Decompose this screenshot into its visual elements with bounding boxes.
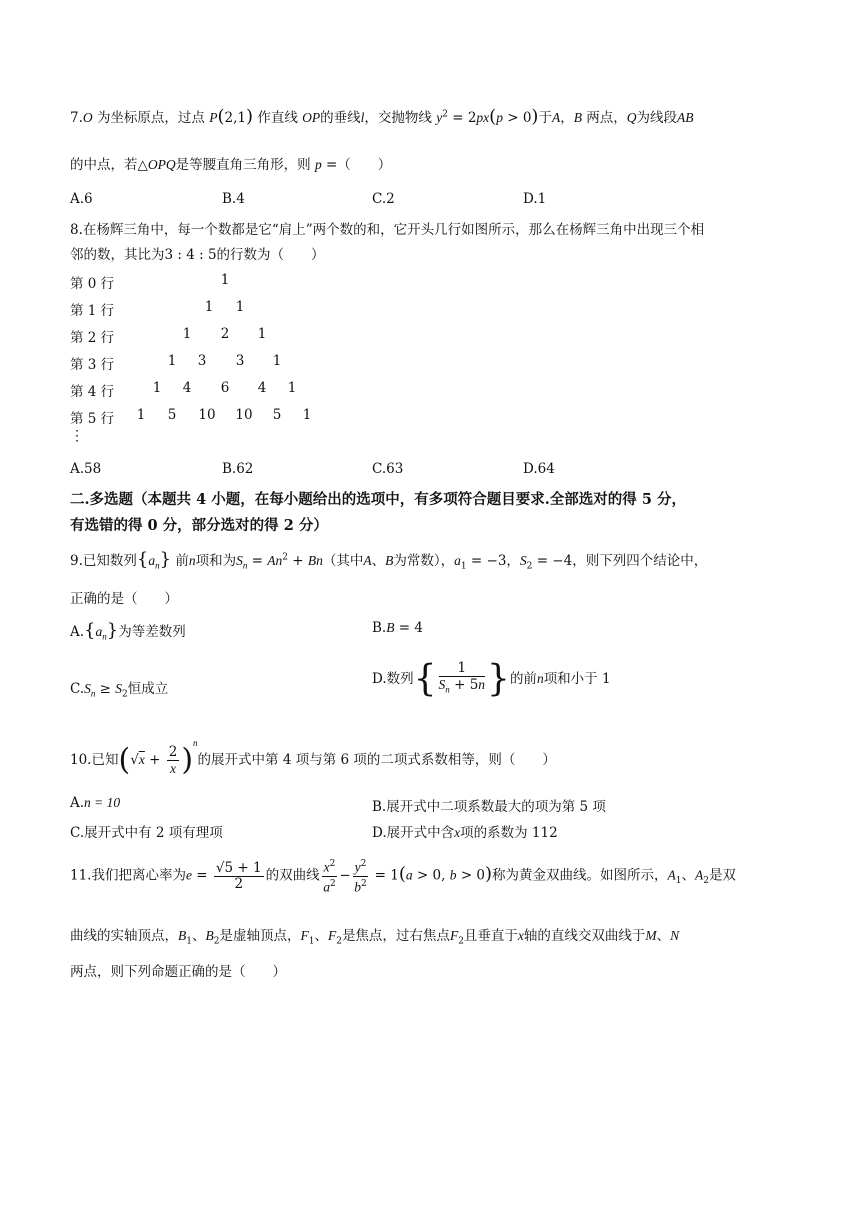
triangle-number: 1	[220, 272, 230, 288]
q9-option-a[interactable]: $A.\{a_n\}$为等差数列	[70, 620, 186, 642]
q8-line2: 邻的数，其比为3 : 4 : 5的行数为（ ）	[70, 247, 325, 263]
section-heading-cont: 有选错的得 0 分，部分选对的得 2 分）	[70, 517, 328, 534]
q8-option-b[interactable]: B.62	[222, 461, 254, 477]
q11-line3: 两点，则下列命题正确的是（ ）	[70, 964, 286, 980]
triangle-number: 10	[235, 407, 253, 423]
triangle-number: 3	[235, 353, 245, 369]
triangle-number: 1	[182, 326, 192, 342]
triangle-number: 1	[302, 407, 312, 423]
triangle-number: 1	[272, 353, 282, 369]
row-label: 第 5 行	[70, 411, 115, 427]
q7-option-c[interactable]: C.2	[372, 191, 395, 207]
triangle-number: 10	[198, 407, 216, 423]
q9-option-c[interactable]: $C.S_n \ge S_2$恒成立	[70, 681, 169, 700]
q10-option-a[interactable]: A.n = 10	[70, 795, 121, 811]
triangle-number: 4	[182, 380, 192, 396]
triangle-number: 1	[204, 299, 214, 315]
q9-option-b[interactable]: B.B = 4	[372, 620, 423, 636]
triangle-number: 4	[257, 380, 267, 396]
q7-option-a[interactable]: A.6	[70, 191, 93, 207]
row-label: 第 0 行	[70, 276, 115, 292]
triangle-number: 1	[235, 299, 245, 315]
triangle-number: 1	[136, 407, 146, 423]
row-label: 第 3 行	[70, 357, 115, 373]
row-label: 第 4 行	[70, 384, 115, 400]
q7-option-b[interactable]: B.4	[222, 191, 245, 207]
q9-line2: 正确的是（ ）	[70, 591, 178, 607]
q7-option-d[interactable]: D.1	[523, 191, 547, 207]
q11-line1: 11.我们把离心率为e = $\frac{√5 + 1}{2}$ 的双曲线 $\frac{x^2}{a^2}$ − $\frac{y^2}{b^2}$ = 1(a > 0, b > 0)称为黄金双曲线。如图所示，$A_1$、$A_2$是双	[70, 859, 736, 894]
triangle-number: 6	[220, 380, 230, 396]
q9-option-d[interactable]: D.数列{ $\frac{1}{S_n + 5n}$ }的前n项和小于 1	[372, 658, 611, 700]
q11-line2: 曲线的实轴顶点，$B_1$、$B_2$是虚轴顶点，$F_1$、$F_2$是焦点，过右焦点$F_2$且垂直于x轴的直线交双曲线于M、N	[70, 928, 680, 947]
q7-line2: 的中点，若△OPQ是等腰直角三角形，则 p =（ ）	[70, 157, 392, 173]
q8-line1: 8.在杨辉三角中，每一个数都是它“肩上”两个数的和，它开头几行如图所示，那么在杨辉三角中出现三个相	[70, 222, 705, 238]
triangle-number: 2	[220, 326, 230, 342]
q10-option-d[interactable]: D.展开式中含x项的系数为 112	[372, 825, 558, 841]
triangle-number: 5	[167, 407, 177, 423]
triangle-number: 1	[287, 380, 297, 396]
ellipsis: ⋮	[70, 428, 84, 444]
triangle-number: 1	[152, 380, 162, 396]
q10-line1: 10.已知(√x + $\frac{2}{x}$ )$^n$的展开式中第 4 项与第 6 项的二项式系数相等，则（ ）	[70, 738, 556, 778]
q8-option-d[interactable]: D.64	[523, 461, 555, 477]
row-label: 第 2 行	[70, 330, 115, 346]
q8-option-c[interactable]: C.63	[372, 461, 404, 477]
row-label: 第 1 行	[70, 303, 115, 319]
q7-number: 7.	[70, 110, 83, 126]
triangle-number: 3	[197, 353, 207, 369]
q10-option-b[interactable]: B.展开式中二项系数最大的项为第 5 项	[372, 799, 606, 815]
q9-line1: 9.已知数列$\{a_n\}$ 前n项和为$S_n = An^2 + Bn$（其中A、B为常数），$a_1 = -3$，$S_2 = -4$，则下列四个结论中，	[70, 549, 708, 572]
q10-option-c[interactable]: C.展开式中有 2 项有理项	[70, 825, 223, 841]
section-heading: 二.多选题（本题共 4 小题，在每小题给出的选项中，有多项符合题目要求.全部选对的得 5 分，	[70, 491, 686, 508]
triangle-number: 1	[257, 326, 267, 342]
q7-line1: 7.O 为坐标原点，过点 P(2,1) 作直线 OP的垂线l，交抛物线 $y^2 = 2px(p > 0)$于A，B 两点，Q为线段AB	[70, 106, 694, 127]
triangle-number: 5	[272, 407, 282, 423]
q8-option-a[interactable]: A.58	[70, 461, 102, 477]
triangle-number: 1	[167, 353, 177, 369]
